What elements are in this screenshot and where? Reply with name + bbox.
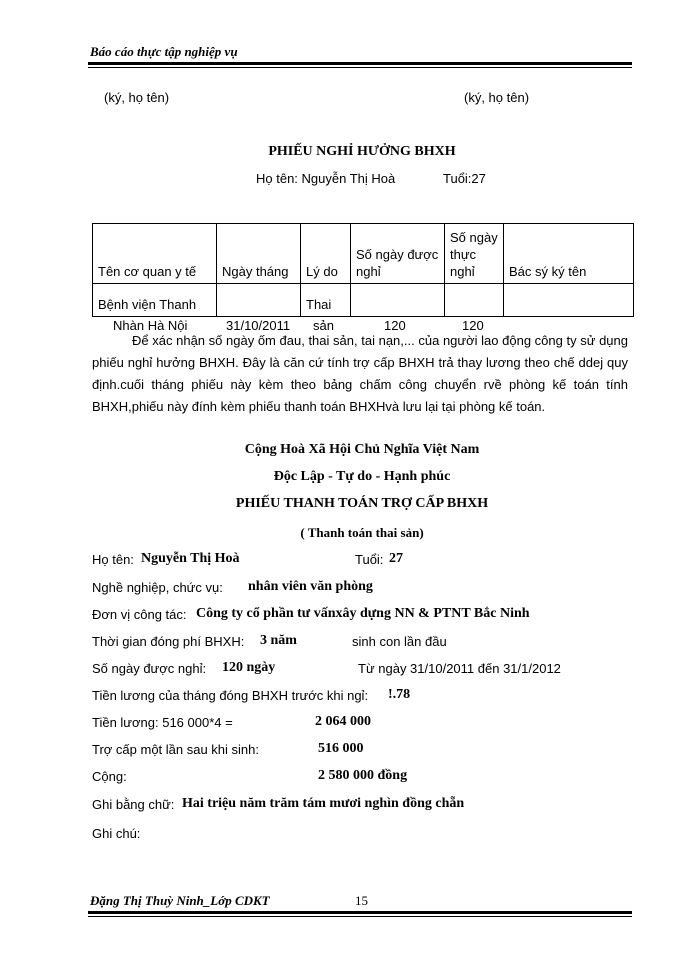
overflow-date: 31/10/2011 xyxy=(226,318,291,333)
leave-form-note: Để xác nhận số ngày ốm đau, thai sản, tai nạn,... của người lao động công ty sử dụng phiếu nghỉ hưởng BHXH. Đây là căn cứ tính trợ cấp BHXH trả thay lương theo chế ddej quy định.cuối tháng phiếu này kèm theo bảng chấm công chuyển rvề phòng kế toán tính BHXH,phiếu này đính kèm phiếu thanh toán BHXHvà lưu lại tại phòng kế toán. xyxy=(92,333,628,414)
salary-month-value: !.78 xyxy=(388,687,411,702)
payment-form-subtitle: ( Thanh toán thai sản) xyxy=(300,525,424,540)
running-header: Báo cáo thực tập nghiệp vụ xyxy=(90,44,238,59)
table-cell: Thai xyxy=(301,284,351,317)
page-number: 15 xyxy=(355,893,368,908)
leave-form-title: PHIẾU NGHỈ HƯỞNG BHXH xyxy=(268,144,456,159)
period-value: 3 năm xyxy=(260,633,297,648)
age-value: 27 xyxy=(389,551,403,566)
days-label: Số ngày được nghỉ: xyxy=(92,661,207,676)
motto-line-1: Cộng Hoà Xã Hội Chủ Nghĩa Việt Nam xyxy=(244,442,480,457)
unit-label: Đơn vị công tác: xyxy=(92,607,187,622)
period-note: sinh con lần đầu xyxy=(352,634,447,649)
total-label: Cộng: xyxy=(92,769,127,784)
table-cell xyxy=(217,284,301,317)
table-header: Bác sý ký tên xyxy=(504,224,634,284)
leave-name: Họ tên: Nguyễn Thị Hoà xyxy=(256,171,396,186)
salary-month-label: Tiền lương của tháng đóng BHXH trước khi ngỉ: xyxy=(92,688,369,703)
table-row xyxy=(93,284,634,317)
leave-table xyxy=(92,223,634,317)
table-cell xyxy=(504,284,634,317)
table-header: Ngày tháng xyxy=(217,224,301,284)
table-header-row xyxy=(93,224,634,284)
table-cell: Bệnh viện Thanh xyxy=(93,284,217,317)
words-label: Ghi bằng chữ: xyxy=(92,797,175,812)
table-header: Số ngày được nghỉ xyxy=(351,224,445,284)
header-rule-thin xyxy=(88,67,632,68)
payment-form-title: PHIẾU THANH TOÁN TRỢ CẤP BHXH xyxy=(235,496,489,511)
table-cell xyxy=(445,284,504,317)
allowance-value: 516 000 xyxy=(318,741,364,756)
job-value: nhân viên văn phòng xyxy=(248,579,373,594)
allowance-label: Trợ cấp một lần sau khi sinh: xyxy=(92,742,260,757)
name-label: Họ tên: xyxy=(92,552,134,567)
days-value: 120 ngày xyxy=(222,660,276,675)
overflow-reason: sản xyxy=(313,318,334,333)
leave-age: Tuổi:27 xyxy=(443,171,486,186)
salary-value: 2 064 000 xyxy=(315,714,371,729)
unit-value: Công ty cổ phần tư vấnxây dựng NN & PTNT Bắc Ninh xyxy=(196,606,530,621)
period-label: Thời gian đóng phí BHXH: xyxy=(92,634,245,649)
table-header: Lý do xyxy=(301,224,351,284)
words-value: Hai triệu năm trăm tám mươi nghìn đồng chẵn xyxy=(182,796,465,811)
signature-right: (ký, họ tên) xyxy=(464,90,530,105)
overflow-actual-days: 120 xyxy=(462,318,484,333)
note-label: Ghi chú: xyxy=(92,826,141,841)
footer-author: Đặng Thị Thuỳ Ninh_Lớp CDKT xyxy=(90,893,270,908)
overflow-allowed-days: 120 xyxy=(384,318,406,333)
motto-line-2: Độc Lập - Tự do - Hạnh phúc xyxy=(273,469,451,484)
salary-label: Tiền lương: 516 000*4 = xyxy=(92,715,233,730)
table-header: Tên cơ quan y tế xyxy=(93,224,217,284)
footer-rule-thin xyxy=(88,916,632,917)
job-label: Nghề nghiệp, chức vụ: xyxy=(92,580,223,595)
footer-rule-thick xyxy=(88,911,632,914)
header-rule-thick xyxy=(88,62,632,65)
table-cell xyxy=(351,284,445,317)
name-value: Nguyễn Thị Hoà xyxy=(141,551,240,566)
signature-left: (ký, họ tên) xyxy=(104,90,170,105)
age-label: Tuổi: xyxy=(355,552,384,567)
total-value: 2 580 000 đồng xyxy=(318,768,408,783)
days-range: Từ ngày 31/10/2011 đến 31/1/2012 xyxy=(358,661,561,676)
table-header: Số ngày thực nghỉ xyxy=(445,224,504,284)
overflow-hospital: Nhàn Hà Nội xyxy=(113,318,188,333)
